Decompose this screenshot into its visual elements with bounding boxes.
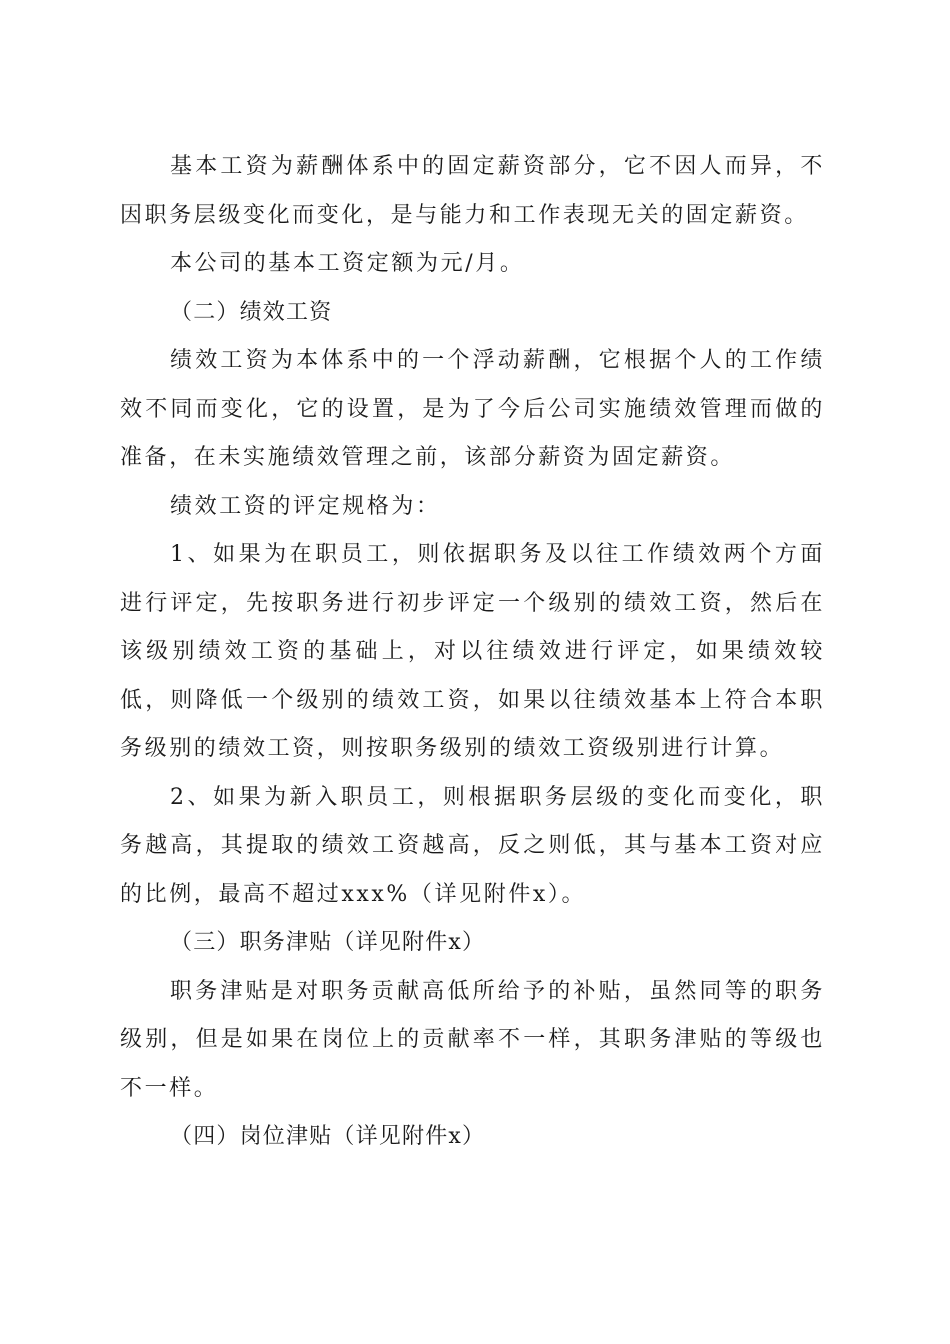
paragraph-position-allowance-definition: 职务津贴是对职务贡献高低所给予的补贴，虽然同等的职务级别，但是如果在岗位上的贡献率不一样，其职务津贴的等级也不一样。 bbox=[120, 978, 825, 1101]
paragraph-basic-salary-definition: 基本工资为薪酬体系中的固定薪资部分，它不因人而异，不因职务层级变化而变化，是与能力和工作表现无关的固定薪资。 bbox=[120, 154, 825, 228]
paragraph-performance-pay-definition: 绩效工资为本体系中的一个浮动薪酬，它根据个人的工作绩效不同而变化，它的设置，是为了今后公司实施绩效管理而做的准备，在未实施绩效管理之前，该部分薪资为固定薪资。 bbox=[120, 348, 825, 470]
document-page bbox=[120, 143, 825, 1162]
section-heading-position-allowance: （三）职务津贴（详见附件x） bbox=[170, 930, 486, 955]
section-heading-performance-pay: （二）绩效工资 bbox=[170, 299, 333, 325]
paragraph-basic-salary-amount: 本公司的基本工资定额为元/月。 bbox=[170, 251, 525, 276]
section-heading-post-allowance: （四）岗位津贴（详见附件x） bbox=[170, 1124, 486, 1149]
paragraph-performance-pay-criteria-intro: 绩效工资的评定规格为： bbox=[170, 493, 441, 519]
paragraph-criteria-item-2: 2、如果为新入职员工，则根据职务层级的变化而变化，职务越高，其提取的绩效工资越高，反之则低，其与基本工资对应的比例，最高不超过xxx%（详见附件x）。 bbox=[120, 784, 825, 907]
paragraph-criteria-item-1: 1、如果为在职员工，则依据职务及以往工作绩效两个方面进行评定，先按职务进行初步评定一个级别的绩效工资，然后在该级别绩效工资的基础上，对以往绩效进行评定，如果绩效较低，则降低一个级别的绩效工资，如果以往绩效基本上符合本职务级别的绩效工资，则按职务级别的绩效工资级别进行计算。 bbox=[120, 542, 825, 761]
